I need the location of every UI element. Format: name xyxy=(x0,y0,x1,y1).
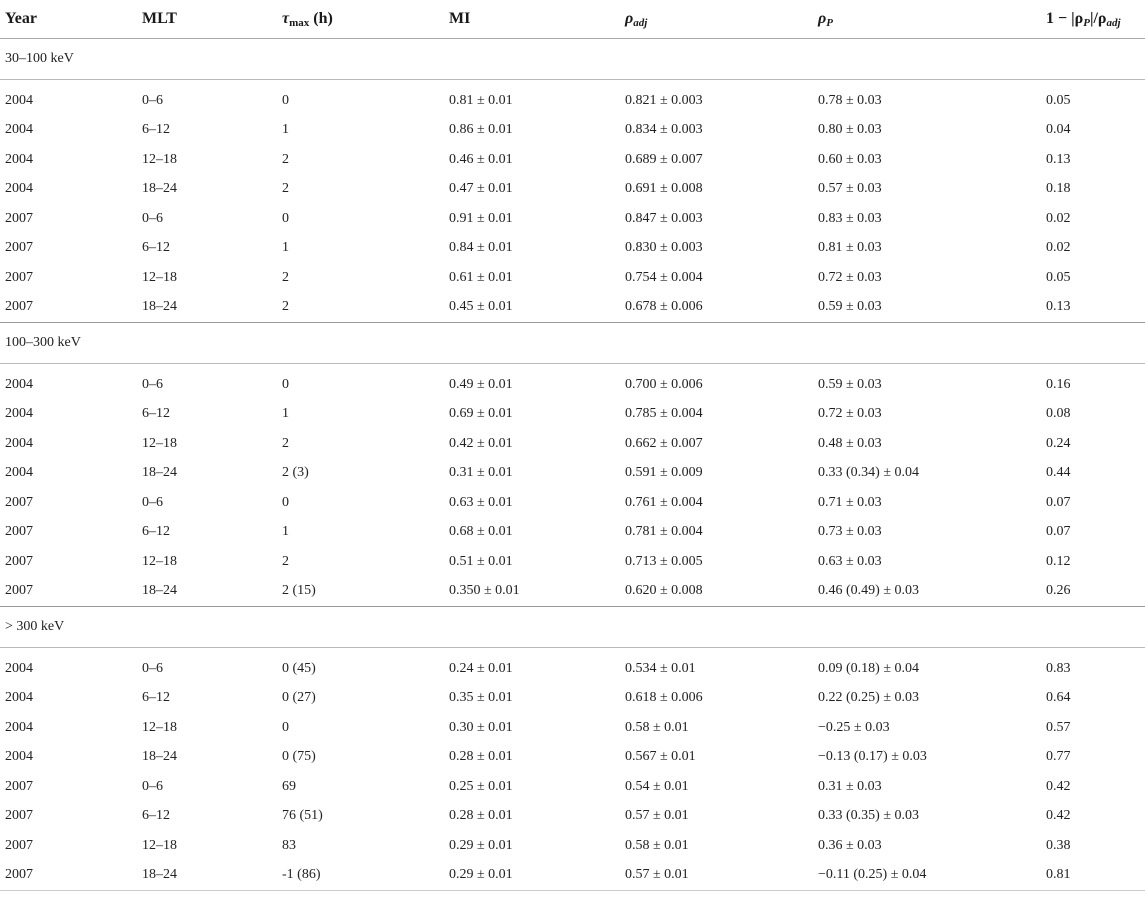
table-cell: 2004 xyxy=(5,690,33,706)
table-row xyxy=(0,234,1145,264)
table-cell: 83 xyxy=(282,837,296,853)
table-cell: 0.13 xyxy=(1046,299,1071,315)
table-cell: 0.33 (0.34) ± 0.04 xyxy=(818,465,920,481)
ratio-subscript-p: P xyxy=(1083,16,1090,29)
table-cell: 12–18 xyxy=(142,719,177,735)
table-cell: 2004 xyxy=(5,151,33,167)
table-cell: 0.713 ± 0.005 xyxy=(625,553,703,569)
table-cell: 2007 xyxy=(5,808,33,824)
table-row xyxy=(0,175,1145,205)
col-year-header: Year xyxy=(5,10,37,27)
table-cell: 1 xyxy=(282,524,289,540)
table-cell: 0.02 xyxy=(1046,240,1071,256)
table-cell: 0.754 ± 0.004 xyxy=(625,269,703,285)
table-cell: -1 (86) xyxy=(282,867,321,883)
table-cell: 0.51 ± 0.01 xyxy=(449,553,513,569)
table-body xyxy=(0,39,1145,891)
table-cell: 0 xyxy=(282,92,289,108)
table-cell: 0.785 ± 0.004 xyxy=(625,406,703,422)
table-cell: 0.18 xyxy=(1046,181,1071,197)
table-cell: 2004 xyxy=(5,719,33,735)
table-cell: 0.61 ± 0.01 xyxy=(449,269,513,285)
table-cell: 0.35 ± 0.01 xyxy=(449,690,513,706)
table-cell: 0.72 ± 0.03 xyxy=(818,269,882,285)
table-cell: 0.24 xyxy=(1046,435,1071,451)
table-cell: 0.29 ± 0.01 xyxy=(449,867,513,883)
table-cell: 2004 xyxy=(5,465,33,481)
table-cell: 0 (45) xyxy=(282,660,316,676)
table-cell: 2007 xyxy=(5,867,33,883)
table-cell: 0.73 ± 0.03 xyxy=(818,524,882,540)
table-cell: 2 xyxy=(282,151,289,167)
table-cell: 18–24 xyxy=(142,749,177,765)
table-cell: 0.16 xyxy=(1046,376,1071,392)
table-cell: 6–12 xyxy=(142,240,170,256)
table-cell: 0–6 xyxy=(142,660,163,676)
table-row xyxy=(0,400,1145,430)
table-cell: 2 (15) xyxy=(282,583,316,599)
table-cell: 0.42 ± 0.01 xyxy=(449,435,513,451)
table-cell: 0.46 ± 0.01 xyxy=(449,151,513,167)
table-cell: 0.28 ± 0.01 xyxy=(449,749,513,765)
table-cell: 0.22 (0.25) ± 0.03 xyxy=(818,690,920,706)
table-cell: 0.42 xyxy=(1046,778,1071,794)
table-cell: 0.86 ± 0.01 xyxy=(449,122,513,138)
table-cell: 0.26 xyxy=(1046,583,1071,599)
col-mi-header: MI xyxy=(449,10,471,27)
table-cell: 0.80 ± 0.03 xyxy=(818,122,882,138)
table-cell: 2004 xyxy=(5,406,33,422)
table-cell: 0.78 ± 0.03 xyxy=(818,92,882,108)
table-cell: 0.24 ± 0.01 xyxy=(449,660,513,676)
table-cell: 0.57 xyxy=(1046,719,1071,735)
table-cell: 0.07 xyxy=(1046,524,1071,540)
table-cell: 0.567 ± 0.01 xyxy=(625,749,696,765)
table-row xyxy=(0,772,1145,802)
section-label: 30–100 keV xyxy=(5,51,74,66)
table-cell: 0.620 ± 0.008 xyxy=(625,583,703,599)
table-cell: 0.54 ± 0.01 xyxy=(625,778,689,794)
table-cell: 18–24 xyxy=(142,181,177,197)
table-cell: 0.847 ± 0.003 xyxy=(625,210,703,226)
rho-adj-symbol: ρ xyxy=(625,9,634,27)
table-cell: 0.591 ± 0.009 xyxy=(625,465,703,481)
table-cell: 0.31 ± 0.01 xyxy=(449,465,513,481)
col-rho-adj-header xyxy=(620,0,813,39)
table-cell: 1 xyxy=(282,122,289,138)
table-cell: 2007 xyxy=(5,837,33,853)
table-cell: 0.71 ± 0.03 xyxy=(818,494,882,510)
table-cell: 0.63 ± 0.03 xyxy=(818,553,882,569)
table-cell: 2 xyxy=(282,299,289,315)
table-cell: 0.350 ± 0.01 xyxy=(449,583,520,599)
table-cell: 0.57 ± 0.01 xyxy=(625,867,689,883)
table-cell: 0.49 ± 0.01 xyxy=(449,376,513,392)
table-cell: 0 xyxy=(282,376,289,392)
table-cell: 0.834 ± 0.003 xyxy=(625,122,703,138)
table-cell: 18–24 xyxy=(142,867,177,883)
table-cell: 2 xyxy=(282,181,289,197)
table-cell: 0.761 ± 0.004 xyxy=(625,494,703,510)
table-cell: −0.13 (0.17) ± 0.03 xyxy=(818,749,927,765)
table-cell: 0.08 xyxy=(1046,406,1071,422)
table-row xyxy=(0,204,1145,234)
table-cell: 0.57 ± 0.01 xyxy=(625,808,689,824)
table-cell: 18–24 xyxy=(142,299,177,315)
table-row xyxy=(0,831,1145,861)
table-cell: 76 (51) xyxy=(282,808,323,824)
table-row xyxy=(0,518,1145,548)
table-cell: 0.618 ± 0.006 xyxy=(625,690,703,706)
table-cell: 0.05 xyxy=(1046,269,1071,285)
table-cell: 0.77 xyxy=(1046,749,1071,765)
table-cell: 0.25 ± 0.01 xyxy=(449,778,513,794)
table-row xyxy=(0,80,1145,116)
section-label: > 300 keV xyxy=(5,619,65,634)
table-cell: 0.04 xyxy=(1046,122,1071,138)
table-cell: 0.91 ± 0.01 xyxy=(449,210,513,226)
table-cell: 0.83 xyxy=(1046,660,1071,676)
table-cell: 0.48 ± 0.03 xyxy=(818,435,882,451)
table-row xyxy=(0,429,1145,459)
rho-adj-subscript: adj xyxy=(633,16,648,29)
table-row xyxy=(0,263,1145,293)
table-cell: 0 (27) xyxy=(282,690,316,706)
table-cell: 0.68 ± 0.01 xyxy=(449,524,513,540)
col-tau-header xyxy=(277,0,444,39)
rho-p-symbol: ρ xyxy=(818,9,827,27)
table-cell: 1 xyxy=(282,240,289,256)
table-cell: 0.07 xyxy=(1046,494,1071,510)
table-cell: 2007 xyxy=(5,210,33,226)
table-cell: 12–18 xyxy=(142,151,177,167)
table-cell: 0.58 ± 0.01 xyxy=(625,719,689,735)
table-cell: 2004 xyxy=(5,376,33,392)
table-cell: 0.81 xyxy=(1046,867,1071,883)
header-row xyxy=(0,0,1145,39)
ratio-subscript-adj: adj xyxy=(1106,16,1121,29)
table-cell: 0.59 ± 0.03 xyxy=(818,376,882,392)
table-cell: 2 xyxy=(282,553,289,569)
table-cell: −0.11 (0.25) ± 0.04 xyxy=(818,867,927,883)
table-row xyxy=(0,713,1145,743)
table-cell: 2007 xyxy=(5,269,33,285)
table-cell: 6–12 xyxy=(142,524,170,540)
table-cell: 0.28 ± 0.01 xyxy=(449,808,513,824)
table-cell: 0.29 ± 0.01 xyxy=(449,837,513,853)
table-cell: 2004 xyxy=(5,749,33,765)
table-cell: 0.678 ± 0.006 xyxy=(625,299,703,315)
table-cell: 0.58 ± 0.01 xyxy=(625,837,689,853)
section-row xyxy=(0,323,1145,364)
table-cell: 0.781 ± 0.004 xyxy=(625,524,703,540)
table-cell: 0.63 ± 0.01 xyxy=(449,494,513,510)
tau-subscript: max xyxy=(289,16,310,29)
table-cell: 0–6 xyxy=(142,376,163,392)
table-cell: 0 (75) xyxy=(282,749,316,765)
table-row xyxy=(0,802,1145,832)
col-rho-p-header xyxy=(813,0,1041,39)
table-cell: 69 xyxy=(282,778,296,794)
table-cell: 0 xyxy=(282,210,289,226)
table-cell: 2 xyxy=(282,269,289,285)
table-cell: 2007 xyxy=(5,494,33,510)
table-cell: 0.47 ± 0.01 xyxy=(449,181,513,197)
table-cell: 0.36 ± 0.03 xyxy=(818,837,882,853)
table-cell: 0.45 ± 0.01 xyxy=(449,299,513,315)
table-cell: 0.38 xyxy=(1046,837,1071,853)
table-cell: 0.64 xyxy=(1046,690,1071,706)
table-cell: 2004 xyxy=(5,181,33,197)
table-cell: 0–6 xyxy=(142,210,163,226)
table-cell: 2004 xyxy=(5,92,33,108)
table-cell: 12–18 xyxy=(142,553,177,569)
table-cell: 0.13 xyxy=(1046,151,1071,167)
col-ratio-header xyxy=(1041,0,1145,39)
table-row xyxy=(0,861,1145,891)
table-cell: 18–24 xyxy=(142,465,177,481)
table-row xyxy=(0,577,1145,607)
table-cell: 0 xyxy=(282,494,289,510)
table-row xyxy=(0,743,1145,773)
tau-unit: (h) xyxy=(309,9,333,27)
table-row xyxy=(0,488,1145,518)
table-cell: 0.691 ± 0.008 xyxy=(625,181,703,197)
table-row xyxy=(0,547,1145,577)
table-cell: 0.31 ± 0.03 xyxy=(818,778,882,794)
table-cell: 0.534 ± 0.01 xyxy=(625,660,696,676)
table-cell: 0–6 xyxy=(142,92,163,108)
table-row xyxy=(0,293,1145,323)
table-cell: 0.84 ± 0.01 xyxy=(449,240,513,256)
ratio-prefix: 1 − |ρ xyxy=(1046,9,1084,27)
table-cell: 2004 xyxy=(5,435,33,451)
table-row xyxy=(0,684,1145,714)
table-cell: 2007 xyxy=(5,524,33,540)
section-label: 100–300 keV xyxy=(5,335,81,350)
table-cell: 12–18 xyxy=(142,837,177,853)
table-cell: 2007 xyxy=(5,583,33,599)
table-cell: 6–12 xyxy=(142,122,170,138)
table-cell: 2007 xyxy=(5,778,33,794)
table-cell: 0.05 xyxy=(1046,92,1071,108)
table-row xyxy=(0,116,1145,146)
table-cell: 6–12 xyxy=(142,406,170,422)
table-cell: 0.689 ± 0.007 xyxy=(625,151,703,167)
table-row xyxy=(0,364,1145,400)
table-cell: 2004 xyxy=(5,660,33,676)
rho-p-subscript: P xyxy=(826,16,833,29)
table-row xyxy=(0,648,1145,684)
table-cell: 0.81 ± 0.03 xyxy=(818,240,882,256)
table-cell: 6–12 xyxy=(142,690,170,706)
table-cell: 2007 xyxy=(5,299,33,315)
table-cell: 0.81 ± 0.01 xyxy=(449,92,513,108)
table-cell: −0.25 ± 0.03 xyxy=(818,719,890,735)
ratio-mid: |/ρ xyxy=(1089,9,1107,27)
section-row xyxy=(0,607,1145,648)
table-cell: 18–24 xyxy=(142,583,177,599)
section-row xyxy=(0,39,1145,80)
table-cell: 2007 xyxy=(5,240,33,256)
table-cell: 0.12 xyxy=(1046,553,1071,569)
table-cell: 0.60 ± 0.03 xyxy=(818,151,882,167)
table-cell: 0.59 ± 0.03 xyxy=(818,299,882,315)
table-cell: 0.69 ± 0.01 xyxy=(449,406,513,422)
table-cell: 0–6 xyxy=(142,778,163,794)
table-cell: 0.33 (0.35) ± 0.03 xyxy=(818,808,920,824)
table-cell: 0.662 ± 0.007 xyxy=(625,435,703,451)
table-cell: 0.42 xyxy=(1046,808,1071,824)
table-cell: 12–18 xyxy=(142,435,177,451)
table-cell: 0.46 (0.49) ± 0.03 xyxy=(818,583,920,599)
table-cell: 0.30 ± 0.01 xyxy=(449,719,513,735)
table-cell: 0.830 ± 0.003 xyxy=(625,240,703,256)
table-cell: 0.83 ± 0.03 xyxy=(818,210,882,226)
table-cell: 0.44 xyxy=(1046,465,1071,481)
table-cell: 2007 xyxy=(5,553,33,569)
table-cell: 0 xyxy=(282,719,289,735)
table-cell: 2004 xyxy=(5,122,33,138)
table-row xyxy=(0,459,1145,489)
table-cell: 0.02 xyxy=(1046,210,1071,226)
table-cell: 2 (3) xyxy=(282,465,309,481)
table-row xyxy=(0,145,1145,175)
table-cell: 0.700 ± 0.006 xyxy=(625,376,703,392)
table-cell: 0.72 ± 0.03 xyxy=(818,406,882,422)
table-cell: 2 xyxy=(282,435,289,451)
table-cell: 6–12 xyxy=(142,808,170,824)
table-cell: 0.821 ± 0.003 xyxy=(625,92,703,108)
col-mlt-header: MLT xyxy=(142,10,177,27)
table-cell: 0.57 ± 0.03 xyxy=(818,181,882,197)
table-header xyxy=(0,0,1145,39)
table-cell: 12–18 xyxy=(142,269,177,285)
table-cell: 0–6 xyxy=(142,494,163,510)
tau-symbol: τ xyxy=(282,9,290,27)
table-cell: 0.09 (0.18) ± 0.04 xyxy=(818,660,920,676)
table-cell: 1 xyxy=(282,406,289,422)
